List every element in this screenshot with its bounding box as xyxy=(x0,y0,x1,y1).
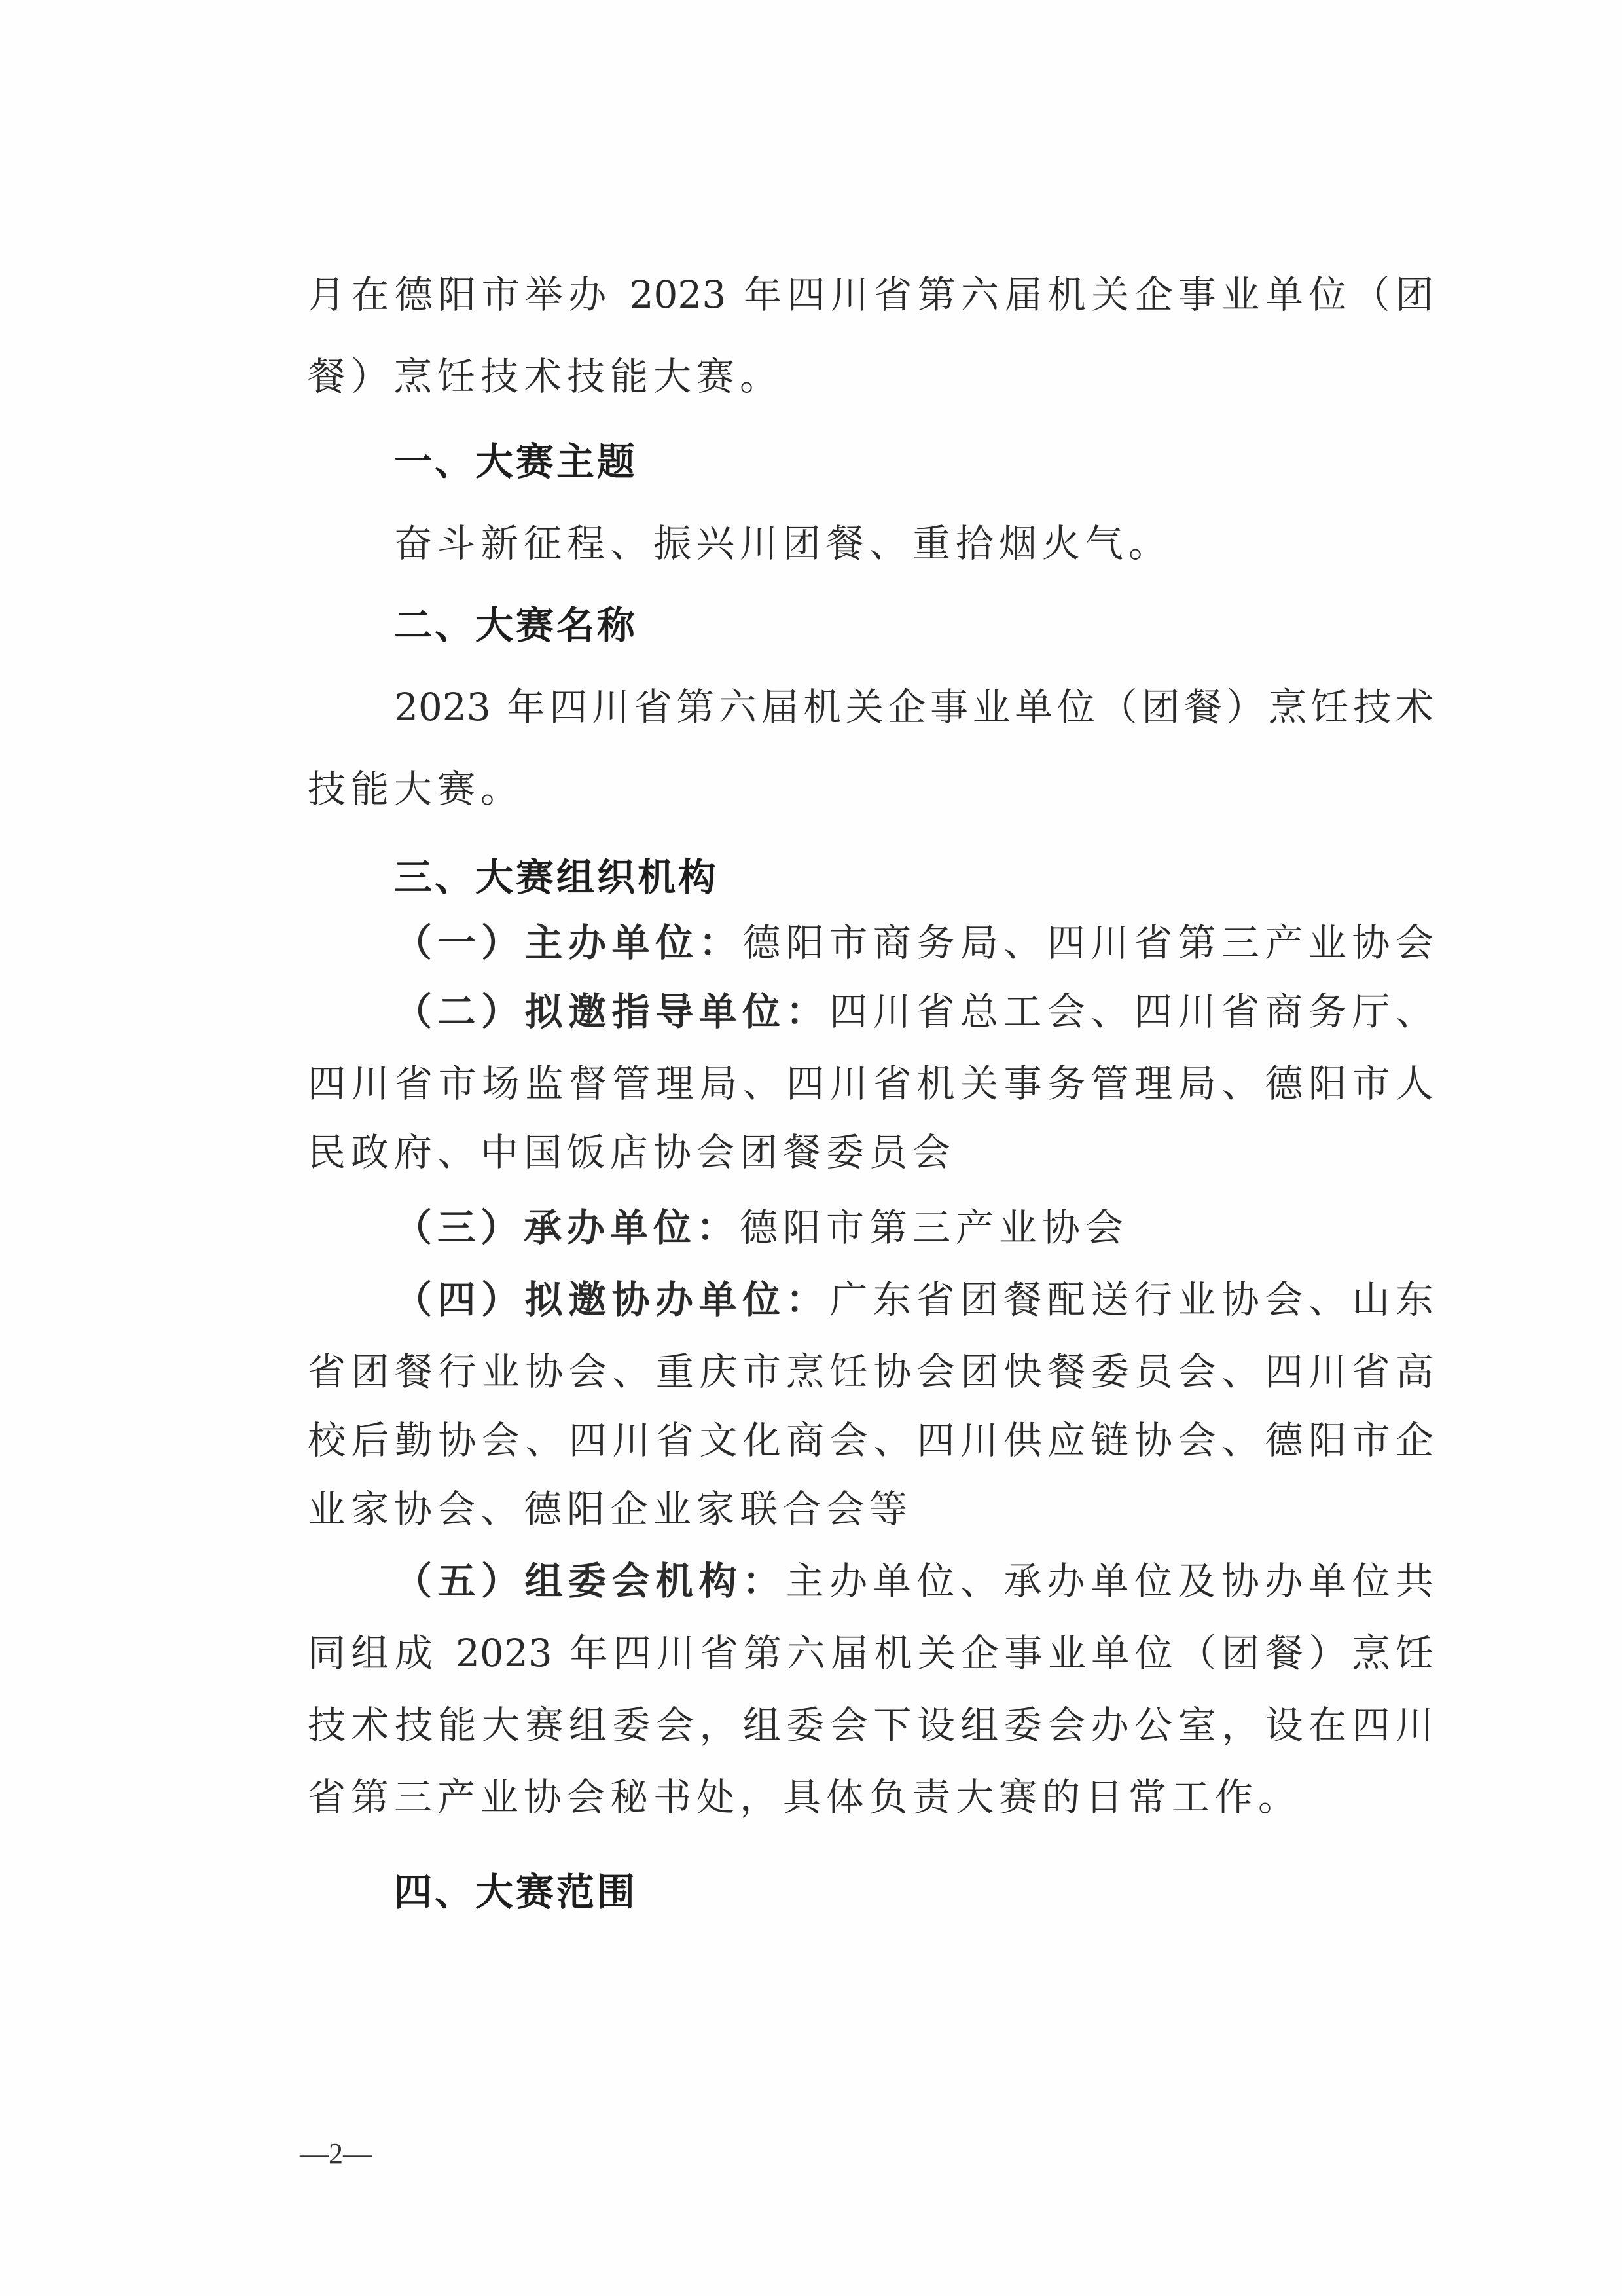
org-item-coorganizer-label: （四）拟邀协办单位： xyxy=(394,1277,830,1322)
org-item-committee-text-4: 省第三产业协会秘书处，具体负责大赛的日常工作。 xyxy=(308,1775,1302,1819)
org-item-guidance-text-2: 四川省市场监督管理局、四川省机关事务管理局、德阳市人 xyxy=(308,1061,1433,1106)
section-heading-theme: 一、大赛主题 xyxy=(394,439,638,484)
org-item-host-label: （一）主办单位： xyxy=(394,920,743,965)
org-item-organizer-label: （三）承办单位： xyxy=(394,1205,740,1250)
org-item-committee-text-2: 同组成 2023 年四川省第六届机关企事业单位（团餐）烹饪 xyxy=(308,1631,1433,1675)
name-body-line-1: 2023 年四川省第六届机关企事业单位（团餐）烹饪技术 xyxy=(394,685,1433,729)
org-item-guidance-text-1: 四川省总工会、四川省商务厅、 xyxy=(829,989,1433,1034)
org-item-coorganizer-text-2: 省团餐行业协会、重庆市烹饪协会团快餐委员会、四川省高 xyxy=(308,1349,1433,1394)
page-number: —2— xyxy=(300,2138,372,2170)
org-item-organizer-text: 德阳市第三产业协会 xyxy=(740,1205,1129,1250)
name-body-line-2: 技能大赛。 xyxy=(308,767,524,811)
org-item-host-text: 德阳市商务局、四川省第三产业协会 xyxy=(742,920,1433,965)
theme-body: 奋斗新征程、振兴川团餐、重拾烟火气。 xyxy=(394,521,1172,566)
intro-line-2: 餐）烹饪技术技能大赛。 xyxy=(308,354,784,399)
org-item-organizer xyxy=(394,1201,1433,1254)
section-heading-scope: 四、大赛范围 xyxy=(394,1870,638,1914)
org-item-guidance xyxy=(394,985,1433,1038)
org-item-committee-label: （五）组委会机构： xyxy=(394,1559,786,1603)
org-item-committee xyxy=(394,1555,1433,1607)
org-item-guidance-label: （二）拟邀指导单位： xyxy=(394,989,830,1034)
org-item-coorganizer-text-3: 校后勤协会、四川省文化商会、四川供应链协会、德阳市企 xyxy=(308,1418,1433,1463)
section-heading-name: 二、大赛名称 xyxy=(394,603,638,647)
org-item-coorganizer xyxy=(394,1273,1433,1326)
intro-line-1: 月在德阳市举办 2023 年四川省第六届机关企事业单位（团 xyxy=(308,272,1433,317)
section-heading-organization: 三、大赛组织机构 xyxy=(394,855,719,900)
org-item-guidance-text-3: 民政府、中国饭店协会团餐委员会 xyxy=(308,1130,956,1175)
org-item-coorganizer-text-1: 广东省团餐配送行业协会、山东 xyxy=(829,1277,1433,1322)
org-item-committee-text-3: 技术技能大赛组委会，组委会下设组委会办公室，设在四川 xyxy=(308,1703,1433,1747)
org-item-committee-text-1: 主办单位、承办单位及协办单位共 xyxy=(785,1559,1433,1603)
org-item-host xyxy=(394,917,1433,969)
org-item-coorganizer-text-4: 业家协会、德阳企业家联合会等 xyxy=(308,1487,913,1531)
